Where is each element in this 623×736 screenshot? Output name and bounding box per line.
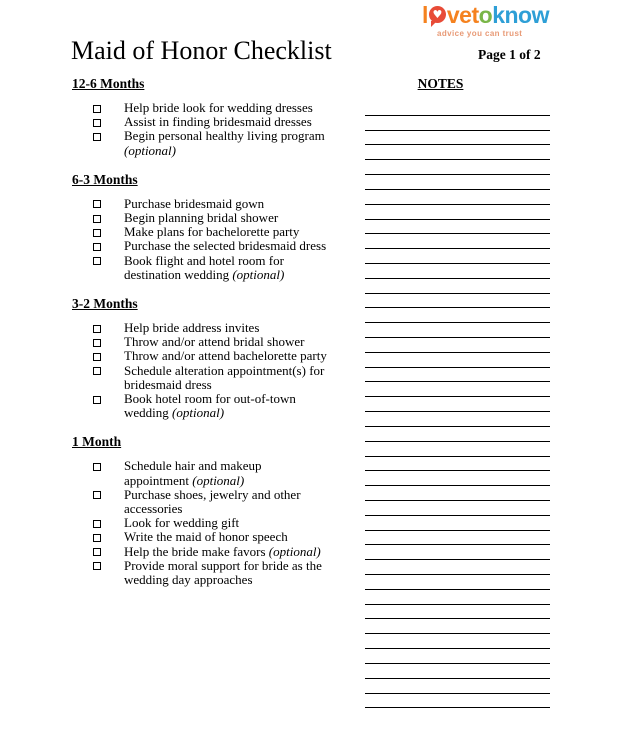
note-line [365, 516, 550, 531]
checklist-item [93, 115, 360, 129]
item-text-segment: Schedule alteration appointment(s) for bridesmaid dress [124, 362, 325, 392]
item-text [124, 516, 329, 530]
note-line [365, 501, 550, 516]
checklist-item [93, 516, 360, 530]
checkbox[interactable] [93, 133, 101, 141]
item-text-segment: Throw and/or attend bridal shower [124, 334, 305, 350]
item-text [124, 254, 329, 282]
checklist-section [72, 296, 360, 420]
item-text [124, 392, 329, 420]
item-text [124, 129, 329, 157]
note-line [365, 486, 550, 501]
item-text [124, 545, 329, 559]
checkbox[interactable] [93, 548, 101, 556]
item-text-segment: Help bride look for wedding dresses [124, 100, 313, 115]
checkbox[interactable] [93, 200, 101, 208]
note-line [365, 590, 550, 605]
checkbox[interactable] [93, 367, 101, 375]
optional-label: (optional) [268, 543, 321, 559]
notes-column [365, 76, 550, 91]
logo-wordmark [422, 4, 549, 27]
note-line [365, 131, 550, 146]
item-text-segment: Book flight and hotel room for destination wedding [124, 252, 284, 282]
checklist-item [93, 335, 360, 349]
note-line [365, 249, 550, 264]
logo-letter-l: l [422, 2, 428, 28]
item-text-segment: Assist in finding bridesmaid dresses [124, 114, 312, 130]
checklist-item [93, 364, 360, 392]
note-line [365, 634, 550, 649]
note-line [365, 294, 550, 309]
section-items [72, 197, 360, 282]
checklist-item [93, 392, 360, 420]
checkbox[interactable] [93, 491, 101, 499]
checkbox[interactable] [93, 105, 101, 113]
checklist-item [93, 349, 360, 363]
logo-tagline: advice you can trust [437, 29, 523, 38]
note-line [365, 101, 550, 116]
section-heading: 6-3 Months [72, 171, 138, 187]
note-line [365, 175, 550, 190]
note-line [365, 323, 550, 338]
item-text-segment: Provide moral support for bride as the wedding day approaches [124, 557, 322, 588]
checklist-section [72, 172, 360, 282]
checkbox[interactable] [93, 520, 101, 528]
item-text [124, 459, 329, 487]
note-line [365, 190, 550, 205]
page-title: Maid of Honor Checklist [71, 36, 332, 65]
checklist-item [93, 129, 360, 157]
checklist-item [93, 530, 360, 544]
item-text [124, 530, 329, 544]
item-text-segment: Help bride address invites [124, 320, 260, 336]
checkbox[interactable] [93, 353, 101, 361]
logo-letter-o: o [478, 2, 493, 28]
note-line [365, 116, 550, 131]
checkbox[interactable] [93, 119, 101, 127]
note-line [365, 605, 550, 620]
checklist-section [72, 76, 360, 158]
note-line [365, 382, 550, 397]
section-heading: 3-2 Months [72, 296, 138, 312]
checklist-item [93, 459, 360, 487]
heart-bubble-icon [429, 6, 446, 23]
item-text [124, 239, 329, 253]
item-text [124, 335, 329, 349]
logo-letters-ve: ve [446, 2, 472, 28]
optional-label: (optional) [232, 266, 285, 282]
note-line [365, 471, 550, 486]
note-line [365, 664, 550, 679]
note-line [365, 160, 550, 175]
checklist-item [93, 488, 360, 516]
checkbox[interactable] [93, 396, 101, 404]
checklist-sections [72, 76, 360, 587]
checkbox[interactable] [93, 215, 101, 223]
checkbox[interactable] [93, 463, 101, 471]
checklist-section [72, 434, 360, 587]
note-line [365, 353, 550, 368]
note-line [365, 619, 550, 634]
note-line [365, 694, 550, 709]
item-text-segment: Begin planning bridal shower [124, 210, 279, 226]
note-line [365, 545, 550, 560]
note-line [365, 457, 550, 472]
item-text [124, 349, 329, 363]
note-line [365, 308, 550, 323]
note-line [365, 368, 550, 383]
note-line [365, 279, 550, 294]
note-line [365, 338, 550, 353]
note-line [365, 220, 550, 235]
checkbox[interactable] [93, 257, 101, 265]
optional-label: (optional) [124, 142, 176, 158]
checklist-item [93, 211, 360, 225]
item-text-segment: Purchase bridesmaid gown [124, 195, 265, 211]
section-items [72, 101, 360, 158]
checklist-item [93, 101, 360, 115]
note-line [365, 205, 550, 220]
optional-label: (optional) [172, 405, 225, 421]
item-text [124, 321, 329, 335]
notes-heading: NOTES [417, 76, 464, 91]
item-text [124, 101, 329, 115]
item-text-segment: Begin personal healthy living program [124, 128, 325, 144]
section-items [72, 459, 360, 587]
section-items [72, 321, 360, 420]
item-text [124, 488, 329, 516]
note-line [365, 234, 550, 249]
checkbox[interactable] [93, 243, 101, 251]
note-line [365, 575, 550, 590]
lovetoknow-logo [422, 4, 549, 38]
note-line [365, 679, 550, 694]
item-text-segment: Write the maid of honor speech [124, 529, 288, 545]
checkbox[interactable] [93, 562, 101, 570]
item-text [124, 364, 329, 392]
note-line [365, 397, 550, 412]
note-line [365, 560, 550, 575]
item-text [124, 115, 329, 129]
item-text [124, 211, 329, 225]
item-text [124, 197, 329, 211]
note-line [365, 649, 550, 664]
logo-letter-t: t [471, 2, 479, 28]
checklist-item [93, 225, 360, 239]
item-text-segment: Purchase shoes, jewelry and other accessories [124, 486, 301, 517]
checklist-item [93, 239, 360, 253]
heart-icon: ♥ [432, 8, 443, 21]
item-text-segment: Look for wedding gift [124, 515, 240, 531]
section-heading: 12-6 Months [72, 76, 145, 91]
checklist-item [93, 559, 360, 587]
note-line [365, 531, 550, 546]
item-text [124, 225, 329, 239]
checklist-item [93, 254, 360, 282]
notes-lines [365, 101, 550, 708]
note-line [365, 442, 550, 457]
item-text-segment: Schedule hair and makeup appointment [124, 458, 262, 488]
checkbox[interactable] [93, 339, 101, 347]
page-number: Page 1 of 2 [478, 47, 541, 62]
optional-label: (optional) [192, 472, 245, 488]
checklist-item [93, 321, 360, 335]
checklist-item [93, 197, 360, 211]
note-line [365, 145, 550, 160]
note-line [365, 412, 550, 427]
note-line [365, 264, 550, 279]
checklist-item [93, 545, 360, 559]
note-line [365, 427, 550, 442]
item-text-segment: Help the bride make favors [124, 543, 269, 559]
checkbox[interactable] [93, 325, 101, 333]
item-text-segment: Purchase the selected bridesmaid dress [124, 238, 327, 254]
checkbox[interactable] [93, 534, 101, 542]
item-text-segment: Make plans for bachelorette party [124, 224, 300, 240]
item-text [124, 559, 329, 587]
logo-letters-know: know [492, 2, 549, 28]
item-text-segment: Book hotel room for out-of-town wedding [124, 391, 296, 421]
item-text-segment: Throw and/or attend bachelorette party [124, 348, 327, 364]
section-heading: 1 Month [72, 434, 122, 450]
checkbox[interactable] [93, 229, 101, 237]
